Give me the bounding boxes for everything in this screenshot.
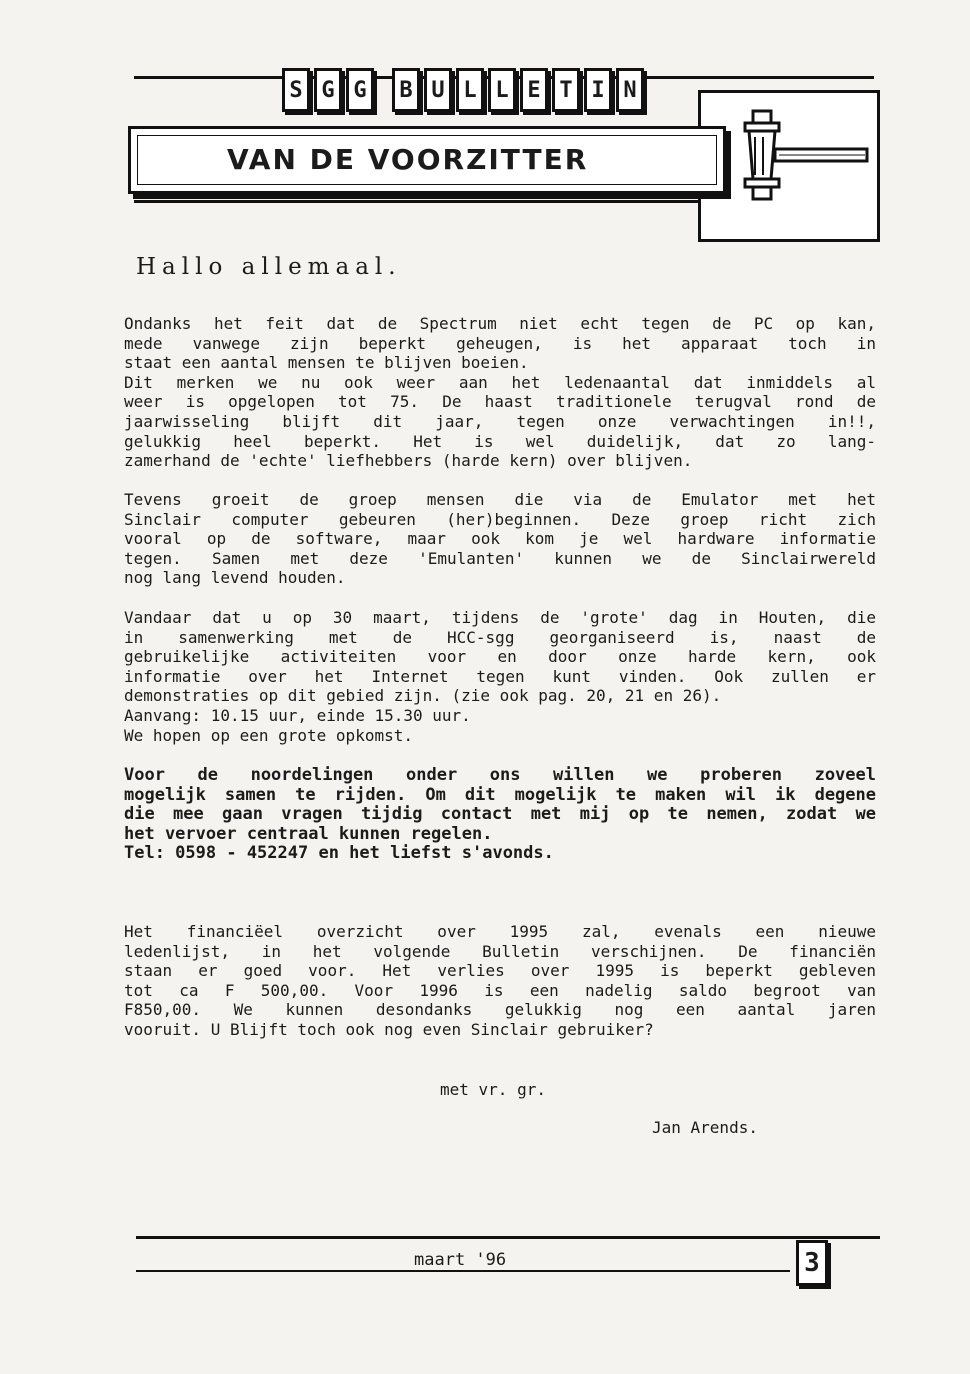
text-line: Aanvang: 10.15 uur, einde 15.30 uur. <box>124 705 471 725</box>
bulletin-title <box>282 68 644 112</box>
text-line: gelukkig heel beperkt. Het is wel duidelijk, dat zo lang- <box>124 431 876 451</box>
title-letter: I <box>584 68 612 112</box>
paragraph-3 <box>124 608 876 745</box>
text-line: nog lang levend houden. <box>124 568 346 588</box>
text-line: gebruikelijke activiteiten voor en door onze harde kern, ook <box>124 647 876 667</box>
closing: met vr. gr. <box>440 1080 546 1099</box>
text-line: demonstraties op dit gebied zijn. (zie ook pag. 20, 21 en 26). <box>124 686 722 706</box>
page-number: 3 <box>796 1240 828 1286</box>
text-line: ledenlijst, in het volgende Bulletin verschijnen. De financiën <box>124 941 876 961</box>
text-line: staat een aantal mensen te blijven boeien. <box>124 353 529 373</box>
text-line: Voor de noordelingen onder ons willen we proberen zoveel <box>124 765 876 785</box>
footer-bottom-rule <box>136 1270 790 1272</box>
text-line: Ondanks het feit dat de Spectrum niet echt tegen de PC op kan, <box>124 314 876 333</box>
text-line: mede vanwege zijn beperkt geheugen, is het apparaat toch in <box>124 333 876 353</box>
section-title-box <box>128 126 726 194</box>
text-line: mogelijk samen te rijden. Om dit mogelijk te maken wil ik degene <box>124 784 876 805</box>
greeting: Hallo allemaal. <box>136 254 402 280</box>
title-letter: E <box>520 68 548 112</box>
footer-date: maart '96 <box>414 1250 507 1270</box>
footer-top-rule <box>136 1236 880 1239</box>
text-line: F850,00. We kunnen desondanks gelukkig nog een aantal jaren <box>124 1000 876 1020</box>
text-line: Vandaar dat u op 30 maart, tijdens de 'grote' dag in Houten, die <box>124 608 876 627</box>
text-line: jaarwisseling blijft dit jaar, tegen onze verwachtingen in!!, <box>124 411 876 431</box>
title-letter: G <box>346 68 374 112</box>
paragraph-1 <box>124 314 876 471</box>
gavel-icon <box>701 93 871 233</box>
text-line: weer is opgelopen tot 75. De haast traditionele terugval rond de <box>124 392 876 412</box>
text-line: het vervoer centraal kunnen regelen. <box>124 823 493 844</box>
text-line: informatie over het Internet tegen kunt vinden. Ook zullen er <box>124 666 876 686</box>
title-letter: B <box>392 68 420 112</box>
title-letter: G <box>314 68 342 112</box>
title-letter: U <box>424 68 452 112</box>
text-line: We hopen op een grote opkomst. <box>124 725 413 745</box>
text-line: zamerhand de 'echte' liefhebbers (harde kern) over blijven. <box>124 451 693 471</box>
text-line: Tel: 0598 - 452247 en het liefst s'avonds. <box>124 843 554 864</box>
paragraph-5 <box>124 922 876 1040</box>
title-letter: L <box>456 68 484 112</box>
text-line: in samenwerking met de HCC-sgg georganiseerd is, naast de <box>124 627 876 647</box>
text-line: tegen. Samen met deze 'Emulanten' kunnen we de Sinclairwereld <box>124 548 876 568</box>
paragraph-2 <box>124 490 876 588</box>
text-line: Sinclair computer gebeuren (her)beginnen. Deze groep richt zich <box>124 509 876 529</box>
signature: Jan Arends. <box>652 1118 758 1137</box>
text-line: vooral op de software, maar ook kom je wel hardware informatie <box>124 529 876 549</box>
text-line: die mee gaan vragen tijdig contact met mij op te nemen, zodat we <box>124 804 876 825</box>
text-line: Het financiëel overzicht over 1995 zal, evenals een nieuwe <box>124 922 876 941</box>
text-line: Tevens groeit de groep mensen die via de Emulator met het <box>124 490 876 509</box>
title-letter: T <box>552 68 580 112</box>
text-line: vooruit. U Blijft toch ook nog even Sinclair gebruiker? <box>124 1019 654 1039</box>
title-letter: N <box>616 68 644 112</box>
text-line: tot ca F 500,00. Voor 1996 is een nadelig saldo begroot van <box>124 980 876 1000</box>
text-line: staan er goed voor. Het verlies over 1995 is beperkt gebleven <box>124 961 876 981</box>
section-title: VAN DE VOORZITTER <box>227 143 589 176</box>
paragraph-4 <box>124 766 876 864</box>
title-letter: S <box>282 68 310 112</box>
title-letter: L <box>488 68 516 112</box>
text-line: Dit merken we nu ook weer aan het ledenaantal dat inmiddels al <box>124 372 876 392</box>
